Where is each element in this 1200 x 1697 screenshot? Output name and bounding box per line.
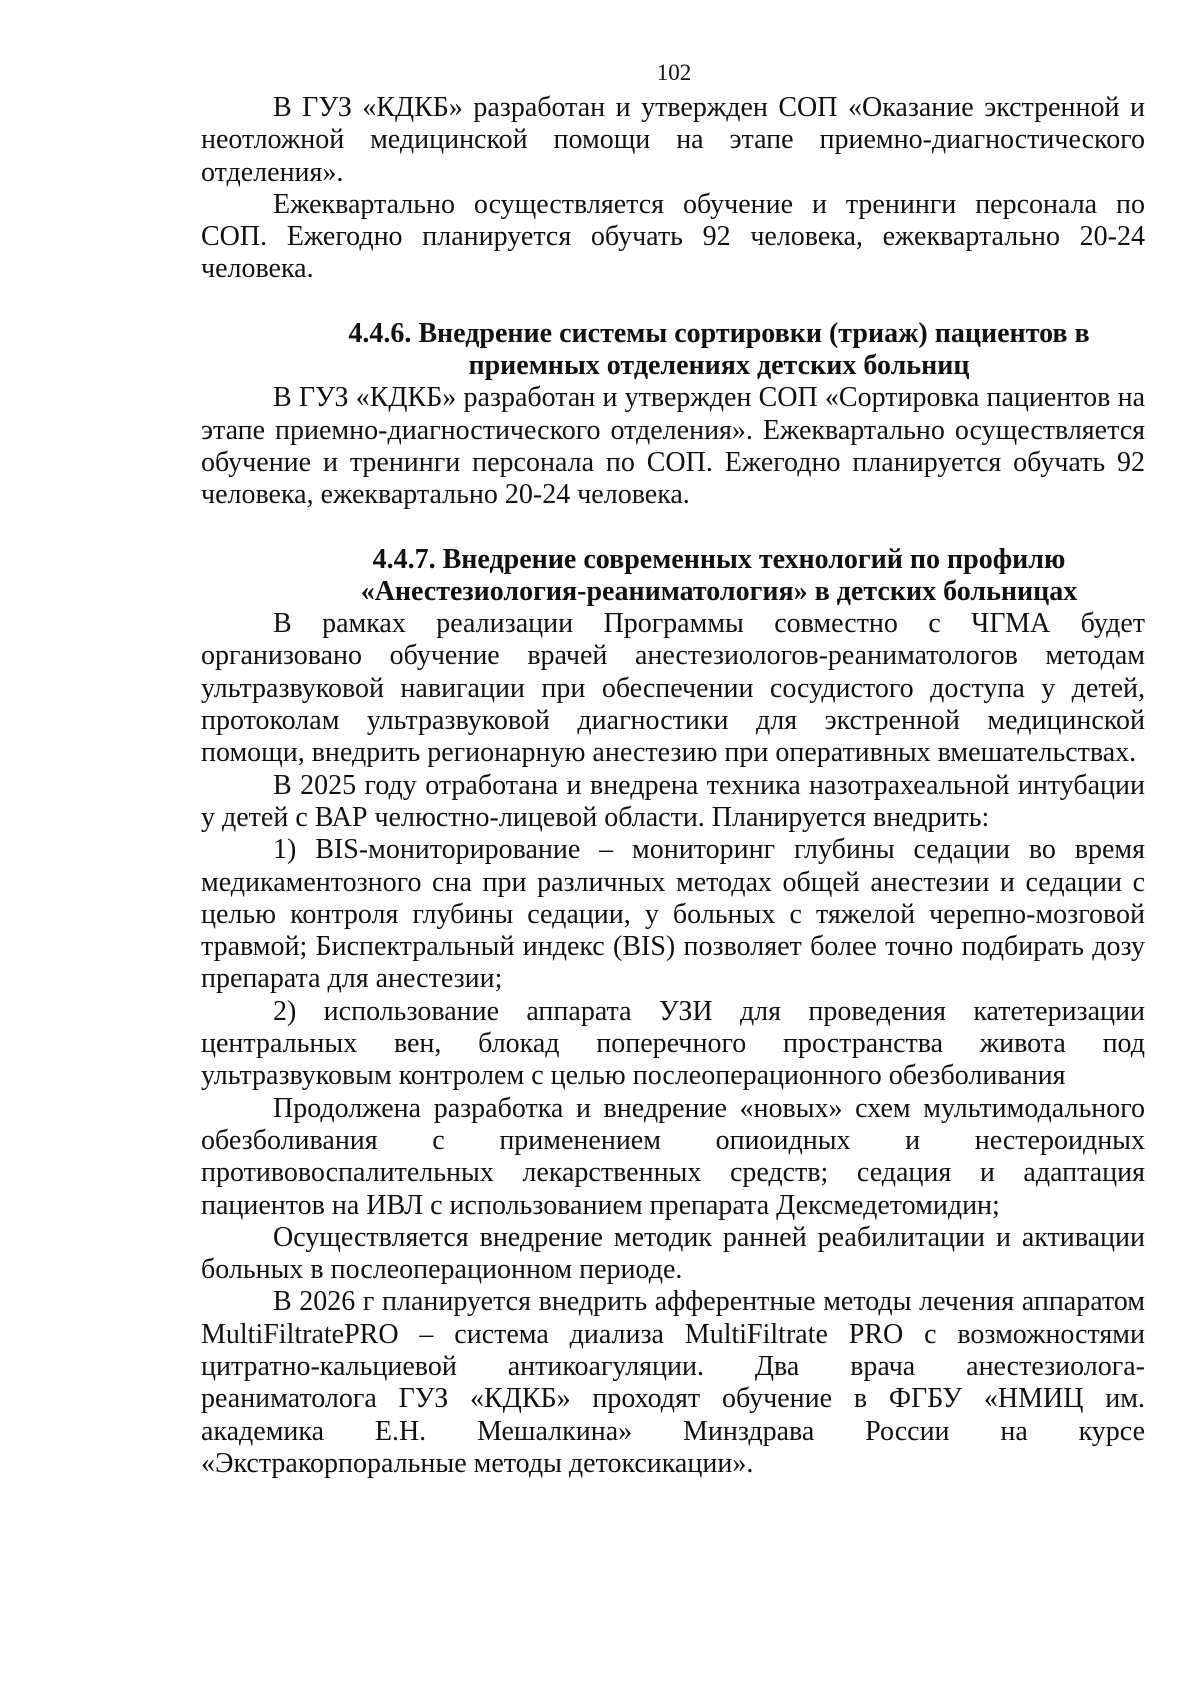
section-heading-4-4-6: 4.4.6. Внедрение системы сортировки (триаж) пациентов в приемных отделениях детских больниц (348, 317, 1090, 382)
list-item-ultrasound: 2) использование аппарата УЗИ для проведения катетеризации центральных вен, блокад поперечного пространства живота под ультразвуковым контролем с целью послеоперационного обезболивания (201, 995, 1145, 1092)
paragraph-program-training: В рамках реализации Программы совместно с ЧГМА будет организовано обучение врачей анестезиологов-реаниматологов методам ультразвуковой навигации при обеспечении сосудистого доступа у детей, протоколам ультразвуковой диагностики для экстренной медицинской помощи, внедрить регионарную анестезию при оперативных вмешательствах. (201, 608, 1145, 769)
paragraph-analgesia: Продолжена разработка и внедрение «новых» схем мультимодального обезболивания с применением опиоидных и нестероидных противовоспалительных лекарственных средств; седация и адаптация пациентов на ИВЛ с использованием препарата Дексмедетомидин; (201, 1092, 1145, 1221)
section-gap (201, 512, 1145, 544)
document-page (201, 58, 1145, 1480)
paragraph-2026-multifiltrate: В 2026 г планируется внедрить афферентные методы лечения аппаратом MultiFiltratePRO – система диализа MultiFiltrate PRO с возможностями цитратно-кальциевой антикоагуляции. Два врача анестезиолога-реаниматолога ГУЗ «КДКБ» проходят обучение в ФГБУ «НМИЦ им. академика Е.Н. Мешалкина» Минздрава России на курсе «Экстракорпоральные методы детоксикации». (201, 1286, 1145, 1479)
section-heading-4-4-7: 4.4.7. Внедрение современных технологий по профилю «Анестезиология-реаниматология» в детских больницах (360, 543, 1078, 607)
paragraph-rehabilitation: Осуществляется внедрение методик ранней реабилитации и активации больных в послеоперационном периоде. (201, 1221, 1145, 1286)
paragraph-sop-emergency: В ГУЗ «КДКБ» разработан и утвержден СОП «Оказание экстренной и неотложной медицинской помощи на этапе приемно-диагностического отделения». (201, 92, 1145, 188)
paragraph-2025-intubation: В 2025 году отработана и внедрена техника назотрахеальной интубации у детей с ВАР челюстно-лицевой области. Планируется внедрить: (201, 769, 1145, 833)
page-number: 102 (656, 60, 692, 85)
paragraph-training-1: Ежеквартально осуществляется обучение и тренинги персонала по СОП. Ежегодно планируется обучать 92 человека, ежеквартально 20-24 человека. (201, 188, 1145, 285)
section-gap (201, 286, 1145, 318)
paragraph-sop-triage: В ГУЗ «КДКБ» разработан и утвержден СОП «Сортировка пациентов на этапе приемно-диагностического отделения». Ежеквартально осуществляется обучение и тренинги персонала по СОП. Ежегодно планируется обучать 92 человека, ежеквартально 20-24 человека. (201, 382, 1145, 511)
list-item-bis-monitoring: 1) BIS-мониторирование – мониторинг глубины седации во время медикаментозного сна при различных методах общей анестезии и седации с целью контроля глубины седации, у больных с тяжелой черепно-мозговой травмой; Биспектральный индекс (BIS) позволяет более точно подбирать дозу препарата для анестезии; (201, 834, 1145, 995)
